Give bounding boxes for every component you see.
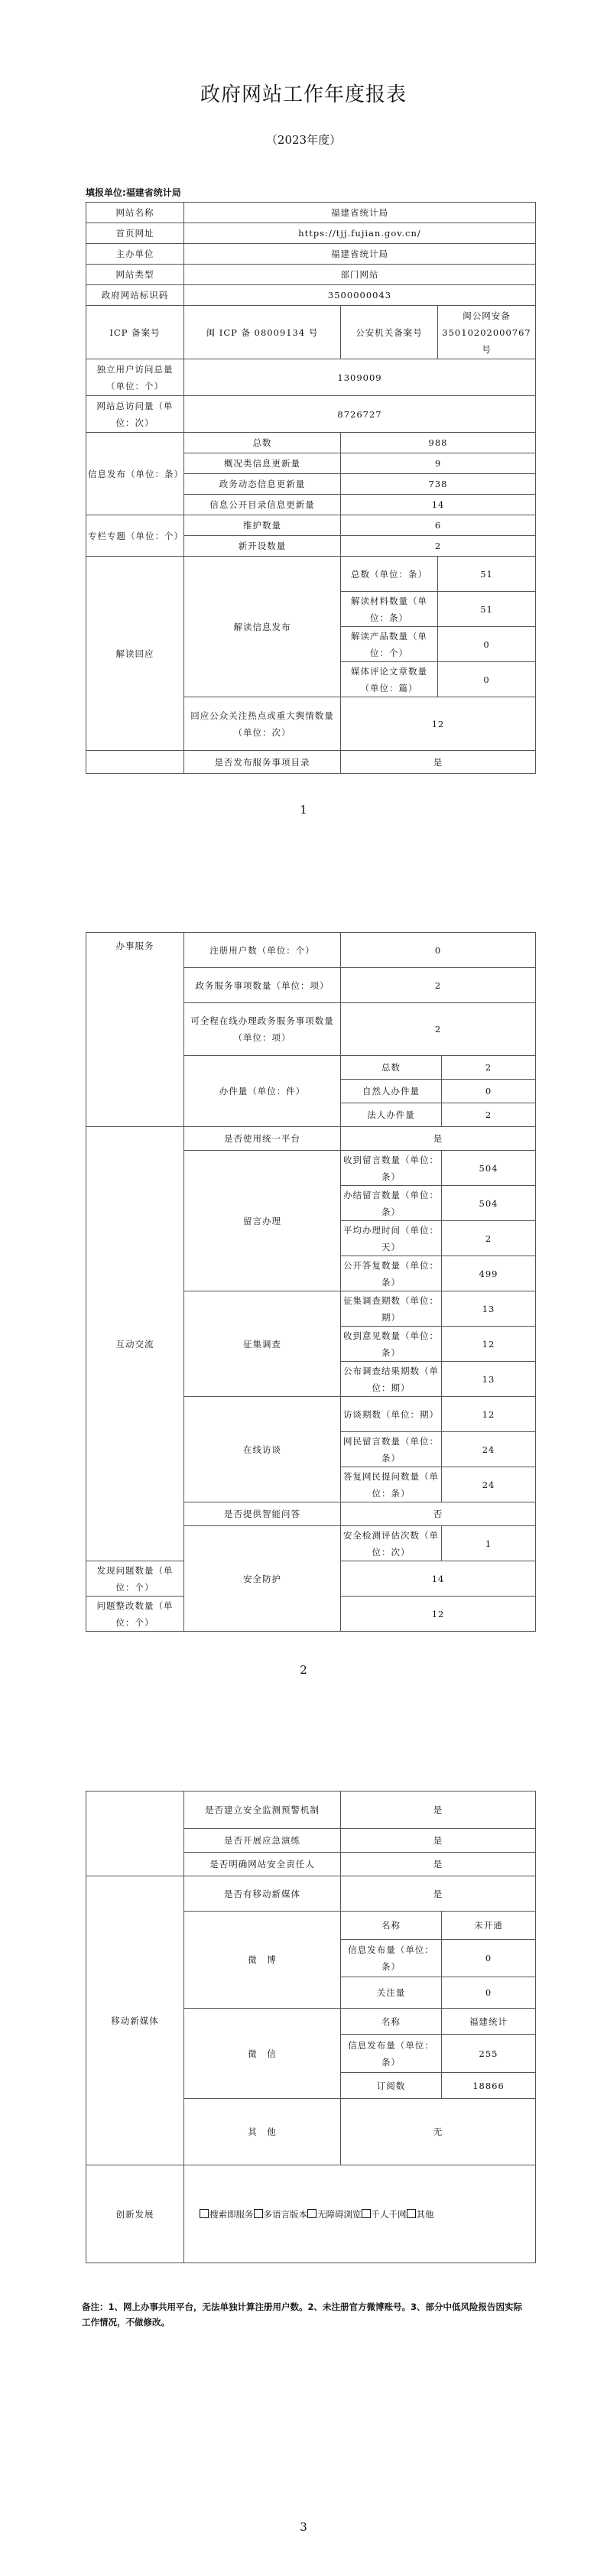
section-label: 安全防护 — [184, 1526, 341, 1632]
value-cell: 2 — [442, 1056, 536, 1080]
label-cell: 维护数量 — [184, 515, 341, 536]
value-cell: 闽公网安备35010202000767 号 — [438, 306, 536, 359]
value-cell: 0 — [442, 1977, 536, 2009]
value-cell: 2 — [341, 536, 536, 557]
page-title: 政府网站工作年度报表 — [200, 83, 407, 106]
table-row — [86, 306, 536, 359]
value-cell: 51 — [438, 592, 536, 627]
value-cell: 24 — [442, 1432, 536, 1467]
table-row — [86, 203, 536, 223]
label-cell: 政府网站标识码 — [86, 285, 184, 306]
table-row — [86, 285, 536, 306]
value-cell: 是 — [341, 1853, 536, 1876]
value-cell: 是 — [341, 1829, 536, 1853]
checkbox-icon[interactable] — [200, 2209, 209, 2218]
table-row — [86, 933, 536, 968]
label-cell: 公安机关备案号 — [341, 306, 438, 359]
value-cell: 福建省统计局 — [184, 203, 536, 223]
label-cell: 信息公开目录信息更新量 — [184, 495, 341, 515]
label-cell: 解读材料数量（单位：条） — [341, 592, 438, 627]
label-cell: 回应公众关注热点或重大舆情数量（单位：次） — [184, 697, 341, 751]
label-cell: 独立用户访问总量（单位：个） — [86, 359, 184, 396]
checkbox-icon[interactable] — [254, 2209, 263, 2218]
value-cell: 255 — [442, 2035, 536, 2073]
section-label: 办事服务 — [86, 933, 184, 1127]
checkbox-icon[interactable] — [362, 2209, 371, 2218]
label-cell: 注册用户数（单位：个） — [184, 933, 341, 968]
value-cell: 是 — [341, 751, 536, 774]
value-cell: 14 — [341, 1561, 536, 1597]
label-cell: 公开答复数量（单位：条） — [341, 1256, 442, 1291]
value-cell: 13 — [442, 1291, 536, 1327]
value-cell: 738 — [341, 474, 536, 495]
label-cell: 政务动态信息更新量 — [184, 474, 341, 495]
value-cell: 否 — [341, 1502, 536, 1526]
value-cell: 988 — [341, 433, 536, 453]
value-cell: 504 — [442, 1151, 536, 1186]
sub-section-label: 征集调查 — [184, 1291, 341, 1397]
label-cell: 发现问题数量（单位：个） — [86, 1561, 184, 1597]
section-label: 专栏专题（单位：个） — [86, 515, 184, 557]
value-cell: 3500000043 — [184, 285, 536, 306]
label-cell: 公布调查结果期数（单位：期） — [341, 1362, 442, 1397]
option-search-service[interactable]: 搜索即服务 — [200, 2209, 254, 2220]
checkbox-icon[interactable] — [307, 2209, 316, 2218]
report-year: （2023年度） — [265, 133, 342, 147]
value-cell: 13 — [442, 1362, 536, 1397]
remarks-note: 备注：1、网上办事共用平台，无法单独计算注册用户数。2、未注册官方微博账号。3、部分中低风险报告因实际工作情况，不做修改。 — [82, 2302, 522, 2327]
value-cell: 0 — [438, 627, 536, 662]
table-row — [86, 359, 536, 396]
value-cell: 12 — [341, 1597, 536, 1632]
value-cell: 51 — [438, 557, 536, 592]
label-cell: 答复网民提问数量（单位：条） — [341, 1467, 442, 1502]
section-label: 互动交流 — [86, 1127, 184, 1561]
value-cell: 0 — [442, 1080, 536, 1103]
label-cell: 主办单位 — [86, 244, 184, 265]
label-cell: 是否明确网站安全责任人 — [184, 1853, 341, 1876]
label-cell: 名称 — [341, 1912, 442, 1940]
value-cell: 12 — [442, 1327, 536, 1362]
label-cell: 信息发布量（单位：条） — [341, 2035, 442, 2073]
section-label: 移动新媒体 — [86, 1876, 184, 2165]
value-cell: 18866 — [442, 2073, 536, 2099]
label-cell: 总数（单位：条） — [341, 557, 438, 592]
value-cell: 6 — [341, 515, 536, 536]
label-cell: 平均办理时间（单位：天） — [341, 1221, 442, 1256]
page-number: 1 — [300, 803, 307, 817]
value-cell: 福建统计 — [442, 2009, 536, 2035]
label-cell: 可全程在线办理政务服务事项数量（单位：项） — [184, 1003, 341, 1056]
value-cell: 无 — [341, 2099, 536, 2165]
value-cell: 2 — [341, 1003, 536, 1056]
table-row — [86, 1792, 536, 1829]
empty-cell — [86, 751, 184, 774]
table-row — [86, 1127, 536, 1151]
label-cell: 概况类信息更新量 — [184, 453, 341, 474]
value-cell: 9 — [341, 453, 536, 474]
sub-section-label: 解读信息发布 — [184, 557, 341, 697]
value-cell: 504 — [442, 1186, 536, 1221]
label-cell: 是否提供智能问答 — [184, 1502, 341, 1526]
label-cell: 解读产品数量（单位：个） — [341, 627, 438, 662]
option-other[interactable]: 其他 — [407, 2209, 434, 2220]
label-cell: 首页网址 — [86, 223, 184, 244]
value-cell: 是 — [341, 1876, 536, 1912]
label-cell: ICP 备案号 — [86, 306, 184, 359]
table-row — [86, 244, 536, 265]
label-cell: 办结留言数量（单位：条） — [341, 1186, 442, 1221]
value-cell: 0 — [438, 662, 536, 697]
section-label: 信息发布（单位：条） — [86, 433, 184, 515]
label-cell: 征集调查期数（单位：期） — [341, 1291, 442, 1327]
filler-unit: 填报单位:福建省统计局 — [86, 187, 181, 198]
table-row — [86, 2165, 536, 2263]
sub-section-label: 在线访谈 — [184, 1397, 341, 1502]
value-cell: 0 — [341, 933, 536, 968]
label-cell: 新开设数量 — [184, 536, 341, 557]
label-cell: 政务服务事项数量（单位：项） — [184, 968, 341, 1003]
checkbox-icon[interactable] — [407, 2209, 416, 2218]
label-cell: 网站名称 — [86, 203, 184, 223]
label-cell: 订阅数 — [341, 2073, 442, 2099]
homepage-link[interactable]: https://tjj.fujian.gov.cn/ — [184, 223, 536, 244]
table-row — [86, 433, 536, 453]
label-cell: 安全检测评估次数（单位：次） — [341, 1526, 442, 1561]
value-cell: 未开通 — [442, 1912, 536, 1940]
label-cell: 总数 — [184, 433, 341, 453]
value-cell: 2 — [442, 1221, 536, 1256]
label-cell: 收到意见数量（单位：条） — [341, 1327, 442, 1362]
option-personalized[interactable]: 千人千网 — [362, 2209, 407, 2220]
table-row — [86, 396, 536, 433]
page-number: 3 — [300, 2520, 307, 2534]
label-cell: 网站类型 — [86, 265, 184, 285]
label-cell: 是否使用统一平台 — [184, 1127, 341, 1151]
label-cell: 收到留言数量（单位：条） — [341, 1151, 442, 1186]
label-cell: 网站总访问量（单位：次） — [86, 396, 184, 433]
label-cell: 是否有移动新媒体 — [184, 1876, 341, 1912]
value-cell: 是 — [341, 1127, 536, 1151]
label-cell: 法人办件量 — [341, 1103, 442, 1127]
label-cell: 是否开展应急演练 — [184, 1829, 341, 1853]
table-row — [86, 751, 536, 774]
table-row — [86, 265, 536, 285]
label-cell: 问题整改数量（单位：个） — [86, 1597, 184, 1632]
label-cell: 媒体评论文章数量（单位：篇） — [341, 662, 438, 697]
report-table-page-1 — [86, 202, 536, 774]
value-cell: 福建省统计局 — [184, 244, 536, 265]
label-cell: 自然人办件量 — [341, 1080, 442, 1103]
value-cell: 12 — [442, 1397, 536, 1432]
section-label: 创新发展 — [86, 2165, 184, 2263]
table-row — [86, 515, 536, 536]
label-cell: 网民留言数量（单位：条） — [341, 1432, 442, 1467]
sub-section-label: 办件量（单位：件） — [184, 1056, 341, 1127]
sub-section-label: 其 他 — [184, 2099, 341, 2165]
option-accessibility[interactable]: 无障碍浏览 — [307, 2209, 362, 2220]
value-cell: 2 — [341, 968, 536, 1003]
table-row — [86, 223, 536, 244]
empty-cell — [86, 1792, 184, 1876]
value-cell: 部门网站 — [184, 265, 536, 285]
table-row — [86, 557, 536, 592]
value-cell: 是 — [341, 1792, 536, 1829]
table-row — [86, 1876, 536, 1912]
value-cell: 8726727 — [184, 396, 536, 433]
innovation-options — [184, 2165, 536, 2263]
label-cell: 访谈期数（单位：期） — [341, 1397, 442, 1432]
value-cell: 1 — [442, 1526, 536, 1561]
value-cell: 2 — [442, 1103, 536, 1127]
sub-section-label: 微 信 — [184, 2009, 341, 2099]
sub-section-label: 微 博 — [184, 1912, 341, 2009]
value-cell: 499 — [442, 1256, 536, 1291]
section-label: 解读回应 — [86, 557, 184, 751]
sub-section-label: 留言办理 — [184, 1151, 341, 1291]
value-cell: 闽 ICP 备 08009134 号 — [184, 306, 341, 359]
report-table-page-3 — [86, 1791, 536, 2263]
label-cell: 信息发布量（单位：条） — [341, 1940, 442, 1977]
label-cell: 总数 — [341, 1056, 442, 1080]
value-cell: 0 — [442, 1940, 536, 1977]
page-number: 2 — [300, 1663, 307, 1677]
label-cell: 名称 — [341, 2009, 442, 2035]
label-cell: 关注量 — [341, 1977, 442, 2009]
value-cell: 24 — [442, 1467, 536, 1502]
label-cell: 是否建立安全监测预警机制 — [184, 1792, 341, 1829]
value-cell: 14 — [341, 495, 536, 515]
label-cell: 是否发布服务事项目录 — [184, 751, 341, 774]
value-cell: 12 — [341, 697, 536, 751]
value-cell: 1309009 — [184, 359, 536, 396]
option-multilingual[interactable]: 多语言版本 — [254, 2209, 308, 2220]
report-table-page-2 — [86, 932, 536, 1632]
